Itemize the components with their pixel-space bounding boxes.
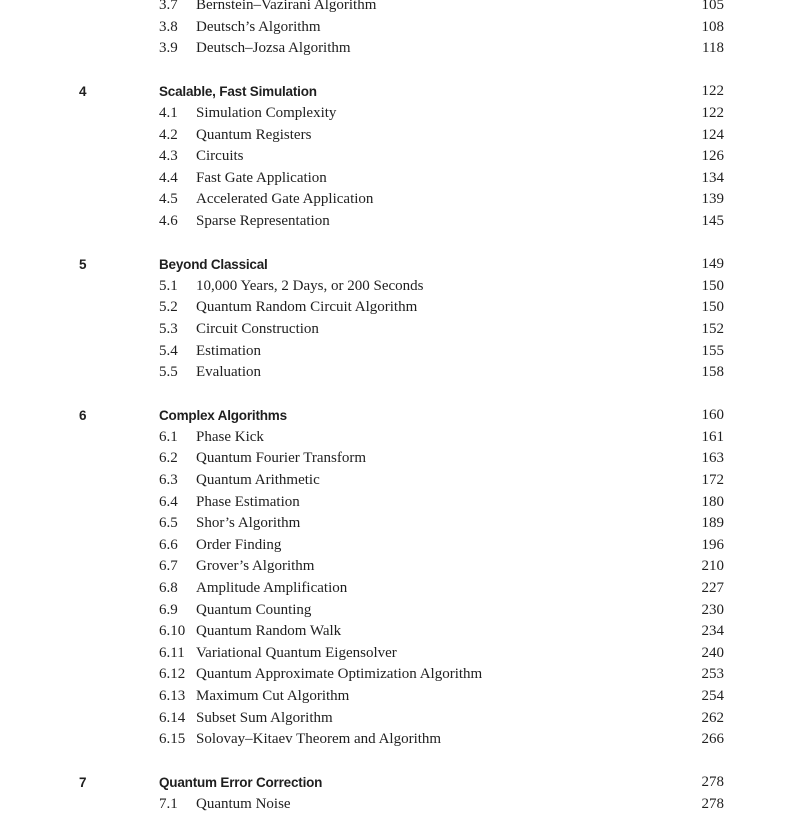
toc-section-entry [0, 513, 800, 535]
toc-section-entry [0, 319, 800, 341]
toc-section-entry [0, 708, 800, 730]
section-title: Estimation [196, 342, 261, 359]
page-number: 227 [701, 580, 724, 597]
page-number: 196 [701, 536, 724, 553]
section-title: Deutsch–Jozsa Algorithm [196, 40, 351, 57]
section-title: Solovay–Kitaev Theorem and Algorithm [196, 731, 442, 748]
page-number: 139 [701, 191, 724, 208]
section-number: 6.6 [159, 536, 178, 553]
section-title: Quantum Random Circuit Algorithm [196, 299, 418, 316]
page-number: 234 [701, 623, 724, 640]
toc-section-entry [0, 17, 800, 39]
section-title: Phase Kick [196, 428, 264, 445]
section-title: Maximum Cut Algorithm [196, 688, 350, 704]
chapter-title: Complex Algorithms [159, 408, 287, 424]
section-number: 6.11 [159, 644, 185, 661]
section-number: 6.1 [159, 428, 178, 445]
chapter-number: 4 [79, 84, 87, 100]
section-title: Bernstein–Vazirani Algorithm [196, 0, 377, 13]
section-title: Grover’s Algorithm [196, 558, 315, 575]
toc-chapter-heading [0, 772, 800, 794]
page-number: 155 [701, 342, 724, 359]
section-title: Subset Sum Algorithm [196, 709, 333, 726]
section-title: Quantum Noise [196, 795, 291, 812]
toc-section-entry [0, 794, 800, 816]
section-number: 6.13 [159, 688, 186, 704]
page-number: 158 [701, 364, 724, 381]
section-title: Circuit Construction [196, 320, 319, 337]
page-number: 150 [701, 277, 724, 294]
page-number: 118 [702, 40, 724, 57]
page-number: 126 [701, 148, 724, 165]
section-title: Quantum Approximate Optimization Algorithm [196, 666, 483, 683]
chapter-title: Quantum Error Correction [159, 775, 323, 791]
page-number: 152 [701, 320, 724, 337]
page-number: 278 [701, 774, 724, 791]
section-title: Shor’s Algorithm [196, 515, 301, 532]
page-number: 266 [701, 731, 724, 748]
section-title: Phase Estimation [196, 493, 300, 510]
toc-section-entry [0, 448, 800, 470]
chapter-number: 7 [79, 775, 87, 791]
toc-section-entry [0, 362, 800, 384]
section-number: 5.1 [159, 277, 178, 294]
section-number: 6.7 [159, 558, 178, 575]
page-number: 253 [701, 666, 724, 683]
page-number: 180 [701, 493, 724, 510]
page-number: 134 [701, 169, 724, 186]
toc-section-entry [0, 168, 800, 190]
section-number: 6.2 [159, 450, 178, 467]
section-number: 6.14 [159, 709, 186, 726]
toc-section-entry [0, 643, 800, 665]
page-number: 145 [701, 212, 724, 229]
section-number: 5.3 [159, 320, 178, 337]
toc-section-entry [0, 341, 800, 363]
section-number: 4.5 [159, 191, 178, 208]
section-number: 5.5 [159, 364, 178, 381]
toc-section-entry [0, 664, 800, 686]
page-number: 163 [701, 450, 724, 467]
toc-chapter-heading [0, 405, 800, 427]
toc-section-entry [0, 535, 800, 557]
page-number: 262 [701, 709, 724, 726]
section-title: Sparse Representation [196, 212, 330, 229]
toc-chapter-heading [0, 254, 800, 276]
page-number: 160 [701, 407, 724, 424]
toc-section-entry [0, 211, 800, 233]
section-title: Amplitude Amplification [196, 580, 348, 597]
section-title: Simulation Complexity [196, 104, 337, 121]
toc-section-entry [0, 729, 800, 751]
section-number: 6.3 [159, 472, 178, 489]
section-number: 6.8 [159, 580, 178, 597]
page-number: 108 [701, 18, 724, 35]
section-number: 6.10 [159, 623, 186, 640]
section-title: 10,000 Years, 2 Days, or 200 Seconds [196, 277, 424, 294]
section-title: Fast Gate Application [196, 169, 327, 186]
section-title: Quantum Arithmetic [196, 472, 320, 489]
toc-section-entry [0, 492, 800, 514]
page-number: 210 [701, 558, 724, 575]
page-number: 189 [701, 515, 724, 532]
section-title: Quantum Random Walk [196, 623, 342, 640]
page-number: 161 [701, 428, 724, 445]
section-title: Evaluation [196, 364, 261, 381]
toc-section-entry [0, 103, 800, 125]
section-number: 6.4 [159, 493, 178, 510]
page-number: 122 [701, 83, 724, 100]
toc-section-entry [0, 38, 800, 60]
section-number: 6.12 [159, 666, 186, 683]
section-title: Variational Quantum Eigensolver [196, 644, 397, 661]
section-title: Quantum Fourier Transform [196, 450, 366, 467]
section-number: 5.4 [159, 342, 178, 359]
chapter-number: 5 [79, 257, 87, 273]
page-number: 124 [701, 126, 724, 143]
chapter-title: Scalable, Fast Simulation [159, 84, 317, 100]
toc-section-entry [0, 125, 800, 147]
section-number: 7.1 [159, 795, 178, 812]
toc-section-entry [0, 556, 800, 578]
page-number: 172 [701, 472, 724, 489]
toc-section-entry [0, 600, 800, 622]
section-title: Quantum Counting [196, 601, 312, 618]
page-number: 278 [701, 795, 724, 812]
section-number: 4.6 [159, 212, 178, 229]
chapter-number: 6 [79, 408, 87, 424]
section-title: Circuits [196, 148, 244, 165]
section-number: 3.8 [159, 18, 178, 35]
toc-chapter-heading [0, 81, 800, 103]
section-title: Order Finding [196, 536, 282, 553]
toc-section-entry [0, 621, 800, 643]
section-number: 4.3 [159, 148, 178, 165]
section-title: Deutsch’s Algorithm [196, 18, 321, 35]
section-number: 4.1 [159, 104, 178, 121]
page-number: 122 [701, 104, 724, 121]
section-title: Quantum Registers [196, 126, 312, 143]
section-number: 4.4 [159, 169, 178, 186]
page-number: 254 [701, 688, 724, 704]
page-number: 105 [701, 0, 724, 13]
toc-section-entry [0, 470, 800, 492]
toc-section-entry [0, 578, 800, 600]
toc-section-entry [0, 297, 800, 319]
section-number: 5.2 [159, 299, 178, 316]
page-number: 149 [701, 256, 724, 273]
section-number: 6.9 [159, 601, 178, 618]
section-number: 6.5 [159, 515, 178, 532]
chapter-title: Beyond Classical [159, 257, 268, 273]
toc-section-entry [0, 276, 800, 298]
toc-section-entry [0, 146, 800, 168]
toc-section-entry [0, 686, 800, 708]
section-number: 4.2 [159, 126, 178, 143]
toc-section-entry [0, 0, 800, 17]
section-number: 3.9 [159, 40, 178, 57]
page-number: 230 [701, 601, 724, 618]
page-number: 240 [701, 644, 724, 661]
section-number: 6.15 [159, 731, 186, 748]
section-number: 3.7 [159, 0, 178, 13]
section-title: Accelerated Gate Application [196, 191, 374, 208]
toc-section-entry [0, 427, 800, 449]
toc-section-entry [0, 189, 800, 211]
page-number: 150 [701, 299, 724, 316]
